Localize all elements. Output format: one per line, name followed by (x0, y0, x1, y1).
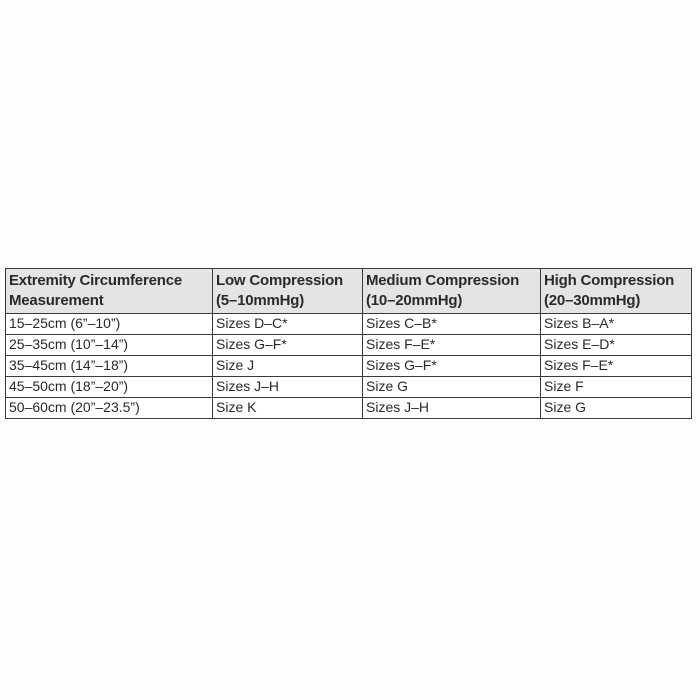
header-circumference (6, 269, 213, 314)
table-row (6, 377, 692, 398)
cell-high: Sizes E–D* (541, 335, 692, 356)
header-low-line1: Low Compression (216, 272, 344, 289)
table-row (6, 356, 692, 377)
cell-high: Sizes B–A* (541, 314, 692, 335)
table-row (6, 335, 692, 356)
cell-circumference: 15–25cm (6”–10”) (6, 314, 213, 335)
header-circumference-line2: Measurement (9, 292, 104, 309)
header-low-line2: (5–10mmHg) (216, 292, 305, 309)
cell-low: Size J (213, 356, 363, 377)
cell-circumference: 35–45cm (14”–18”) (6, 356, 213, 377)
cell-circumference: 50–60cm (20”–23.5”) (6, 398, 213, 419)
cell-low: Size K (213, 398, 363, 419)
cell-medium: Sizes F–E* (363, 335, 541, 356)
cell-low: Sizes J–H (213, 377, 363, 398)
header-high-line1: High Compression (544, 272, 675, 289)
cell-medium: Sizes G–F* (363, 356, 541, 377)
table-body (6, 314, 692, 419)
header-circumference-line1: Extremity Circumference (9, 272, 182, 289)
header-medium-compression (363, 269, 541, 314)
cell-high: Size F (541, 377, 692, 398)
cell-low: Sizes D–C* (213, 314, 363, 335)
cell-low: Sizes G–F* (213, 335, 363, 356)
table-row (6, 314, 692, 335)
cell-high: Sizes F–E* (541, 356, 692, 377)
compression-size-table (5, 268, 692, 419)
header-high-line2: (20–30mmHg) (544, 292, 641, 309)
table-row (6, 398, 692, 419)
cell-medium: Size G (363, 377, 541, 398)
header-row (6, 269, 692, 314)
cell-medium: Sizes J–H (363, 398, 541, 419)
cell-circumference: 45–50cm (18”–20”) (6, 377, 213, 398)
table-header (6, 269, 692, 314)
header-medium-line1: Medium Compression (366, 272, 520, 289)
header-low-compression (213, 269, 363, 314)
header-medium-line2: (10–20mmHg) (366, 292, 463, 309)
cell-medium: Sizes C–B* (363, 314, 541, 335)
cell-circumference: 25–35cm (10”–14”) (6, 335, 213, 356)
cell-high: Size G (541, 398, 692, 419)
header-high-compression (541, 269, 692, 314)
